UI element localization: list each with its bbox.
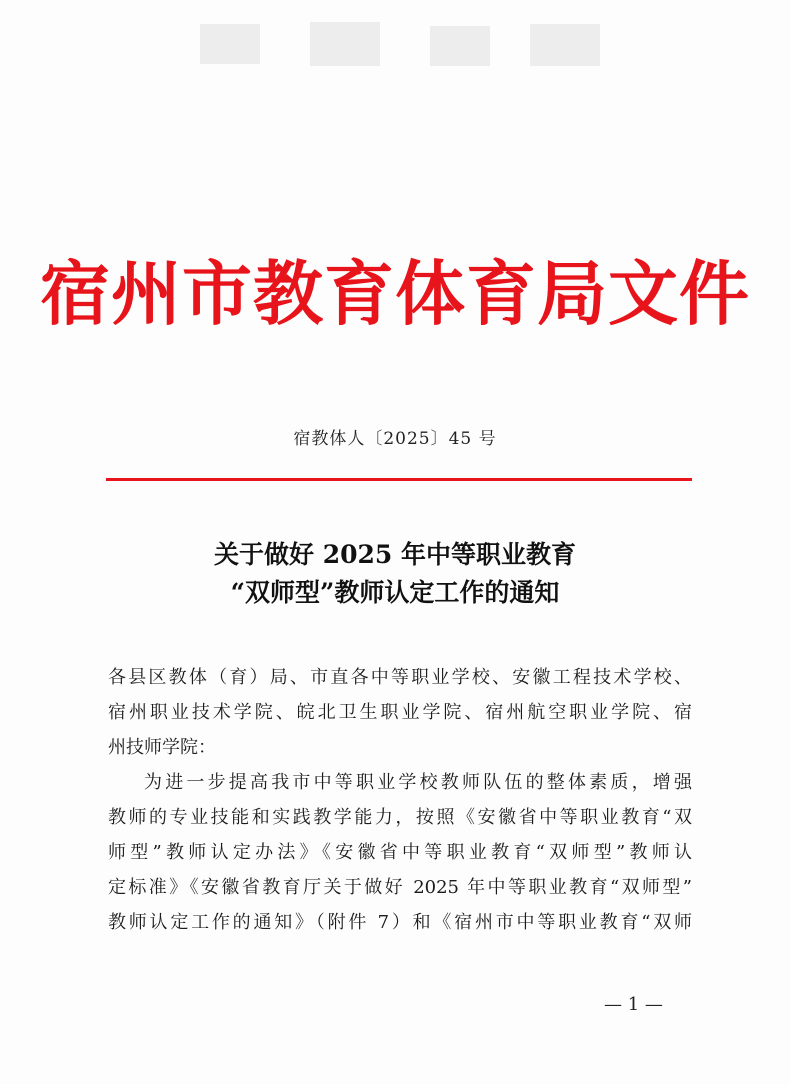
body-line: 宿州职业技术学院、皖北卫生职业学院、宿州航空职业学院、宿	[108, 702, 692, 723]
title-line-1: 关于做好 2025 年中等职业教育	[214, 540, 576, 569]
body-line: 教师认定工作的通知》（附件 7）和《宿州市中等职业教育“双师	[108, 912, 692, 933]
body-line: 州技师学院：	[108, 737, 216, 758]
body-line: 师型”教师认定办法》《安徽省中等职业教育“双师型”教师认	[108, 842, 692, 863]
bleed-through-ghost-text	[190, 14, 610, 74]
title-line-2: “双师型”教师认定工作的通知	[230, 578, 560, 607]
body-text	[108, 660, 692, 940]
page-number: — 1 —	[604, 994, 663, 1015]
body-line: 教师的专业技能和实践教学能力，按照《安徽省中等职业教育“双	[108, 807, 692, 828]
body-line: 各县区教体（育）局、市直各中等职业学校、安徽工程技术学校、	[108, 667, 692, 688]
body-line: 定标准》《安徽省教育厅关于做好 2025 年中等职业教育“双师型”	[108, 877, 692, 898]
document-number: 宿教体人〔2025〕45 号	[293, 429, 497, 449]
body-line: 为进一步提高我市中等职业学校教师队伍的整体素质，增强	[144, 772, 692, 793]
red-divider-line	[106, 478, 692, 481]
document-title	[0, 536, 790, 612]
masthead-title: 宿州市教育体育局文件	[40, 252, 750, 335]
